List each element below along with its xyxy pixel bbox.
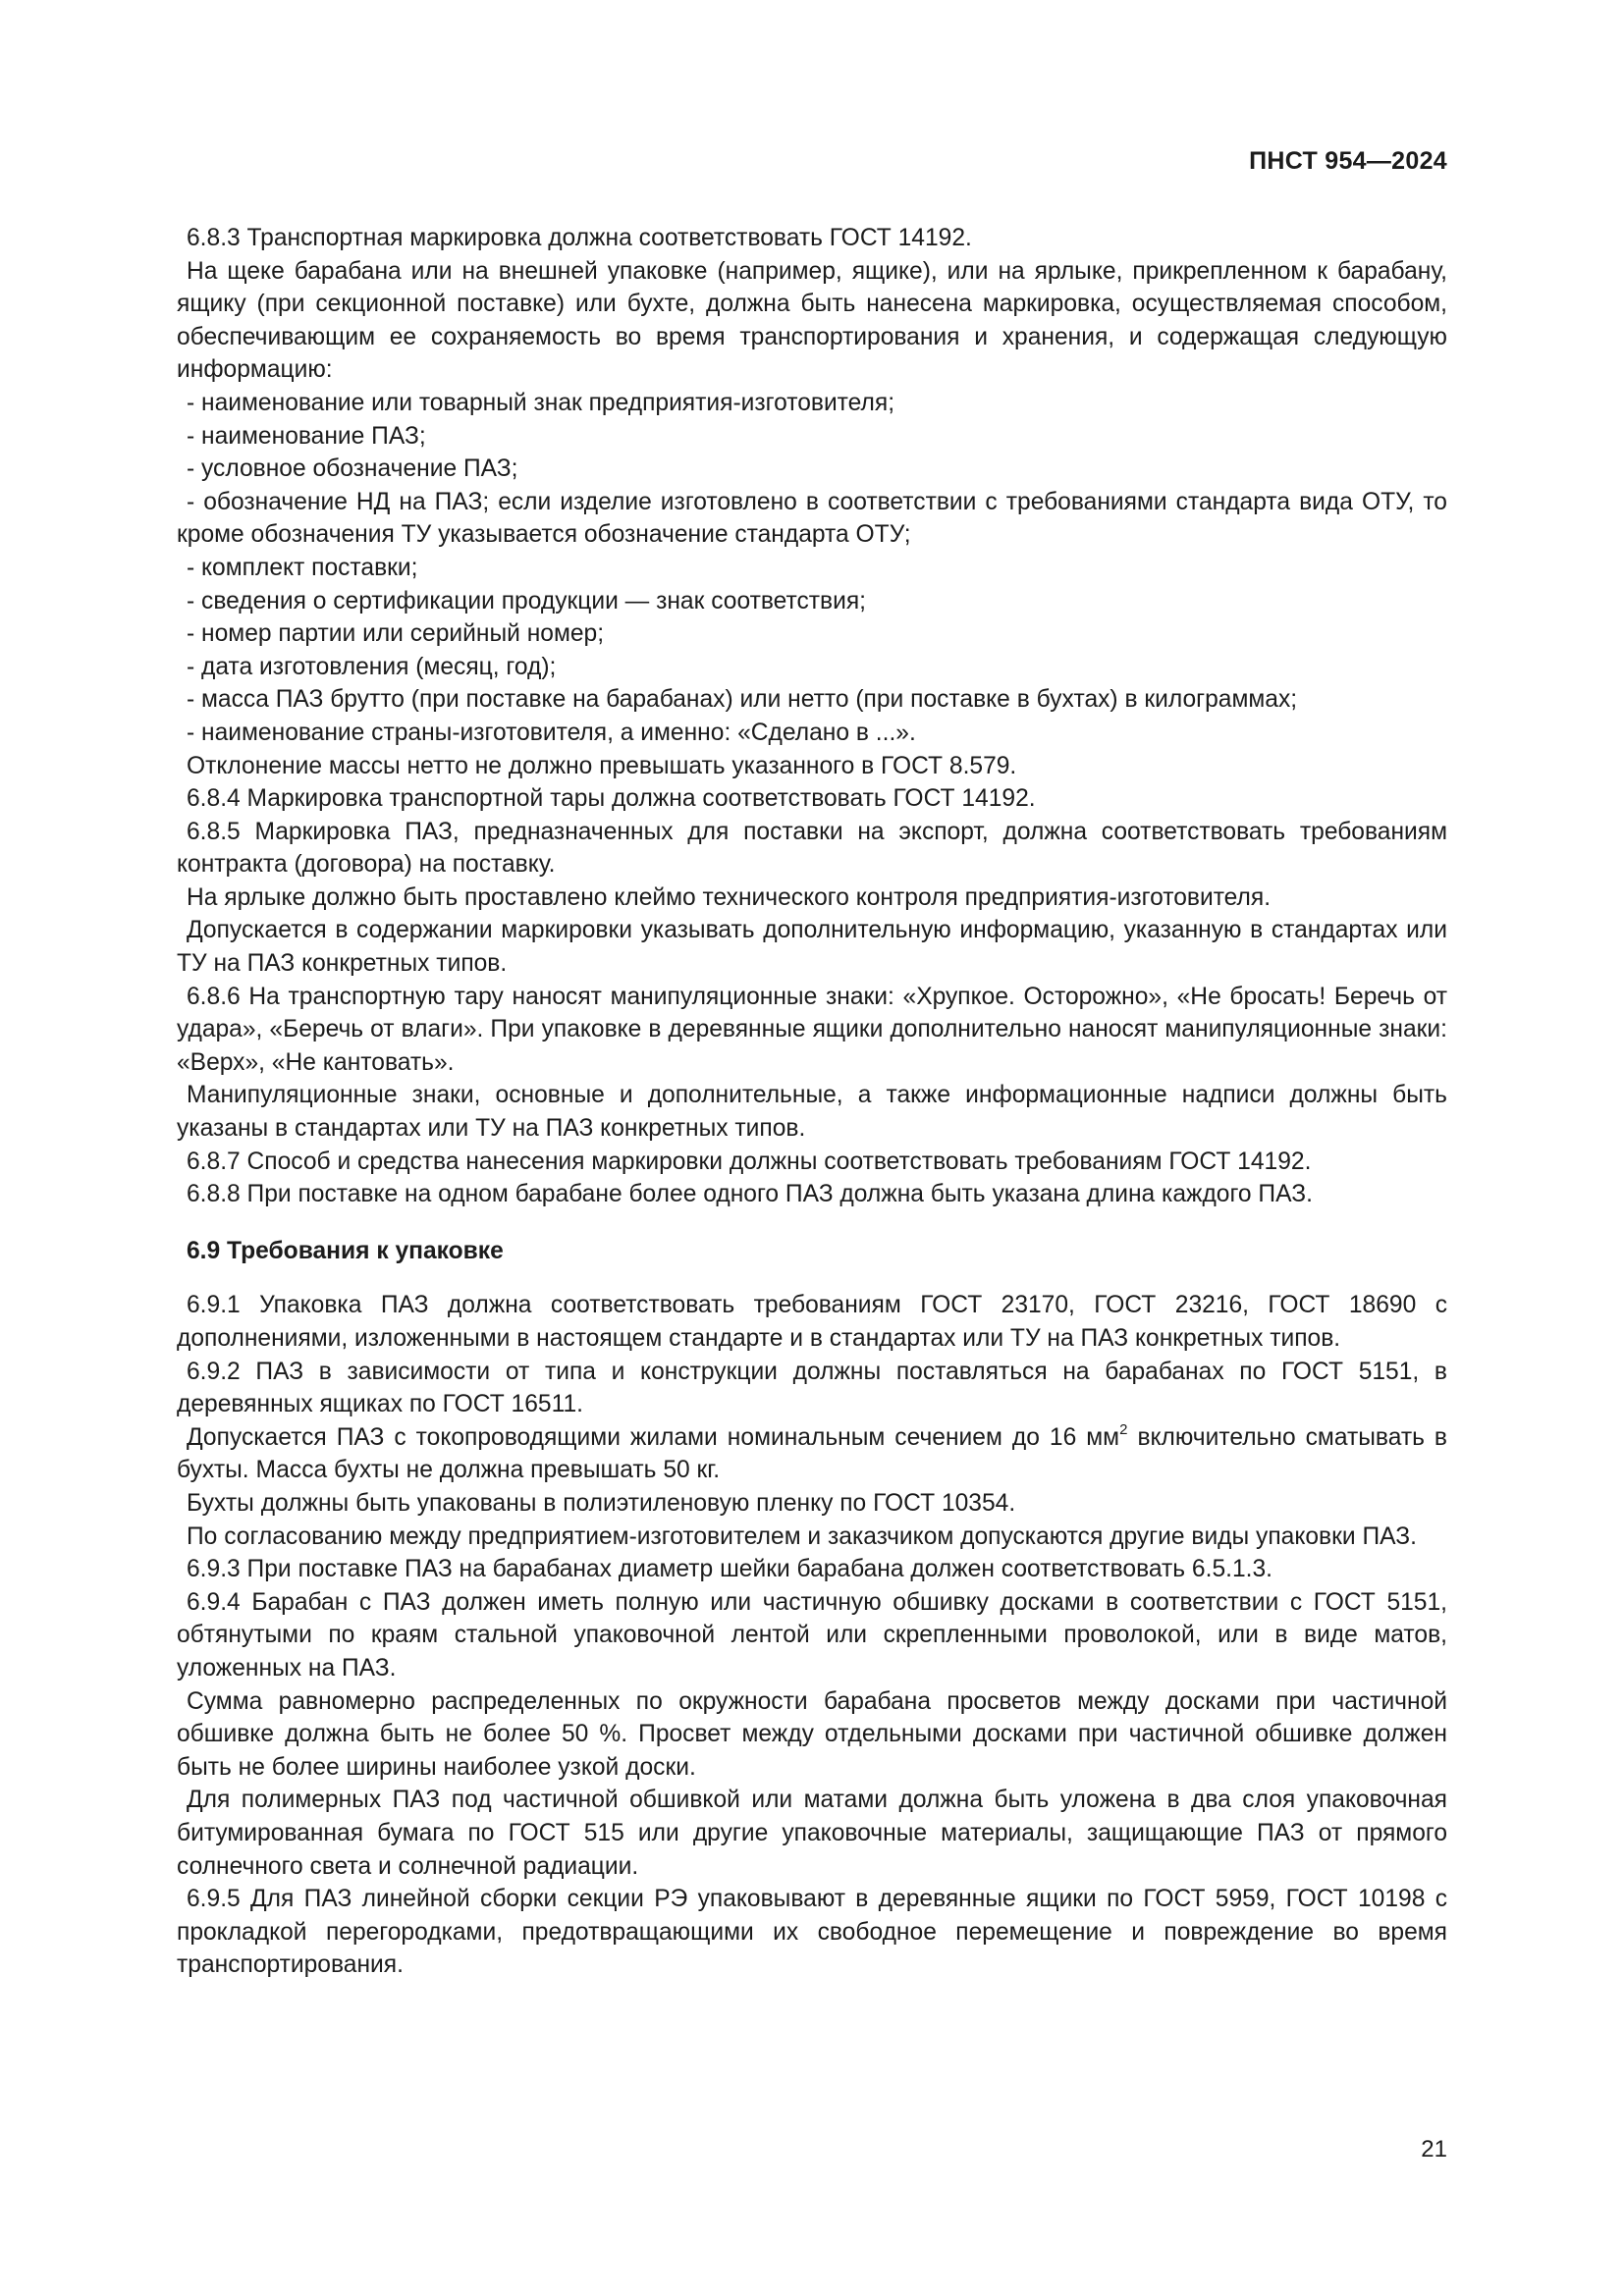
paragraph: 6.8.4 Маркировка транспортной тары должна соответствовать ГОСТ 14192. (187, 785, 1036, 813)
paragraph: Сумма равномерно распределенных по окружности барабана просветов между досками при частичной обшивке должна быть не более 50 %. Просвет между отдельными досками при частичной обшивке должен быть не более ширины наиболее узкой доски. (177, 1687, 1447, 1781)
paragraph: - наименование или товарный знак предприятия-изготовителя; (187, 389, 895, 416)
paragraph: 6.8.3 Транспортная маркировка должна соответствовать ГОСТ 14192. (187, 225, 972, 251)
paragraph: 6.8.6 На транспортную тару наносят манипуляционные знаки: «Хрупкое. Осторожно», «Не бросать! Беречь от удара», «Беречь от влаги». При упаковке в деревянные ящики дополнительно наносят манипуляционные знаки: «Верх», «Не кантовать». (177, 983, 1447, 1076)
paragraph-text: Допускается ПАЗ с токопроводящими жилами номинальным сечением до 16 мм (187, 1423, 1120, 1451)
paragraph: - комплект поставки; (187, 554, 418, 581)
section-6-9-paragraphs-cont (177, 1487, 1447, 1982)
paragraph: 6.8.7 Способ и средства нанесения маркировки должны соответствовать требованиям ГОСТ 14192. (187, 1148, 1312, 1175)
paragraph: Отклонение массы нетто не должно превышать указанного в ГОСТ 8.579. (187, 752, 1017, 779)
paragraph: По согласованию между предприятием-изготовителем и заказчиком допускаются другие виды упаковки ПАЗ. (187, 1522, 1417, 1550)
paragraph: На щеке барабана или на внешней упаковке (например, ящике), или на ярлыке, прикрепленном к барабану, ящику (при секционной поставке) или бухте, должна быть нанесена маркировка, осуществляемая способом, обеспечивающим ее сохраняемость во время транспортирования и хранения, и содержащая следующую информацию: (177, 257, 1447, 384)
paragraph: - условное обозначение ПАЗ; (187, 455, 518, 483)
paragraph: 6.9.1 Упаковка ПАЗ должна соответствовать требованиям ГОСТ 23170, ГОСТ 23216, ГОСТ 18690 с дополнениями, изложенными в настоящем стандарте и в стандартах или ТУ на ПАЗ конкретных типов. (177, 1292, 1447, 1352)
section-6-8-paragraphs (177, 222, 1447, 1211)
paragraph: Бухты должны быть упакованы в полиэтиленовую пленку по ГОСТ 10354. (187, 1489, 1016, 1517)
paragraph (177, 1421, 1447, 1487)
paragraph: - наименование ПАЗ; (187, 422, 426, 450)
paragraph: Для полимерных ПАЗ под частичной обшивкой или матами должна быть уложена в два слоя упаковочная битумированная бумага по ГОСТ 515 или другие упаковочные материалы, защищающие ПАЗ от прямого солнечного света и солнечной радиации. (177, 1787, 1447, 1880)
paragraph: - наименование страны-изготовителя, а именно: «Сделано в ...». (187, 719, 916, 746)
paragraph: На ярлыке должно быть проставлено клеймо технического контроля предприятия-изготовителя. (187, 883, 1272, 911)
document-body (177, 222, 1447, 1982)
paragraph: 6.8.5 Маркировка ПАЗ, предназначенных для поставки на экспорт, должна соответствовать требованиям контракта (договора) на поставку. (177, 818, 1447, 879)
document-code: ПНСТ 954—2024 (1249, 147, 1447, 175)
paragraph: - номер партии или серийный номер; (187, 620, 605, 648)
paragraph: 6.8.8 При поставке на одном барабане более одного ПАЗ должна быть указана длина каждого ПАЗ. (187, 1181, 1313, 1208)
section-heading: 6.9 Требования к упаковке (187, 1237, 504, 1264)
section-6-9-paragraphs (177, 1289, 1447, 1420)
paragraph: - дата изготовления (месяц, год); (187, 653, 557, 680)
paragraph: Манипуляционные знаки, основные и дополнительные, а также информационные надписи должны быть указаны в стандартах или ТУ на ПАЗ конкретных типов. (177, 1082, 1447, 1143)
paragraph-text: включительно сматывать в бухты. Масса бухты не должна превышать 50 кг. (177, 1423, 1447, 1484)
paragraph: - масса ПАЗ брутто (при поставке на барабанах) или нетто (при поставке в бухтах) в килограммах; (187, 686, 1298, 714)
paragraph: - обозначение НД на ПАЗ; если изделие изготовлено в соответствии с требованиями стандарта вида ОТУ, то кроме обозначения ТУ указывается обозначение стандарта ОТУ; (177, 488, 1447, 549)
paragraph: 6.9.2 ПАЗ в зависимости от типа и конструкции должны поставляться на барабанах по ГОСТ 5151, в деревянных ящиках по ГОСТ 16511. (177, 1358, 1447, 1418)
paragraph: 6.9.5 Для ПАЗ линейной сборки секции РЭ упаковывают в деревянные ящики по ГОСТ 5959, ГОСТ 10198 с прокладкой перегородками, предотвращающими их свободное перемещение и повреждение во время транспортирования. (177, 1886, 1447, 1979)
paragraph: Допускается в содержании маркировки указывать дополнительную информацию, указанную в стандартах или ТУ на ПАЗ конкретных типов. (177, 917, 1447, 978)
page-number: 21 (1421, 2136, 1447, 2163)
paragraph: 6.9.3 При поставке ПАЗ на барабанах диаметр шейки барабана должен соответствовать 6.5.1.3. (187, 1556, 1272, 1583)
superscript: 2 (1119, 1420, 1128, 1438)
paragraph: 6.9.4 Барабан с ПАЗ должен иметь полную или частичную обшивку досками в соответствии с ГОСТ 5151, обтянутыми по краям стальной упаковочной лентой или скрепленными проволокой, или в виде матов, уложенных на ПАЗ. (177, 1588, 1447, 1682)
paragraph: - сведения о сертификации продукции — знак соответствия; (187, 587, 867, 614)
